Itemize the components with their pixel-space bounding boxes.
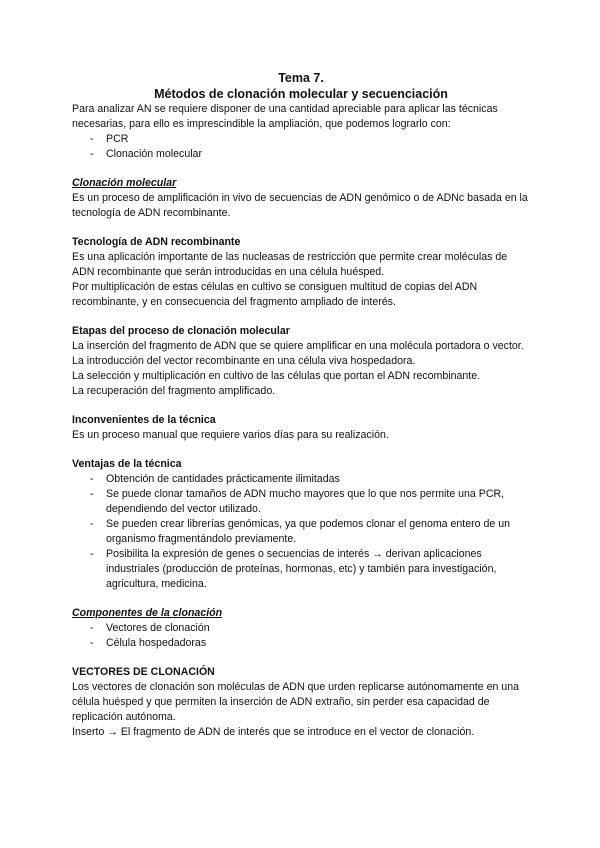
etapas-line: La inserción del fragmento de ADN que se quiere amplificar en una molécula portadora o vector. [72, 340, 524, 352]
componentes-list [72, 621, 530, 651]
section-heading-componentes: Componentes de la clonación [72, 607, 223, 619]
list-item: - Posibilita la expresión de genes o secuencias de interés → derivan aplicaciones industriales (producción de proteínas, hormonas, etc) y también para investigación, agricultura, medicina. [90, 547, 530, 592]
inconvenientes-paragraph: Es un proceso manual que requiere varios días para su realización. [72, 429, 389, 441]
section-heading-inconvenientes: Inconvenientes de la técnica [72, 414, 216, 426]
tecnologia-paragraph-1: Es una aplicación importante de las nucleasas de restricción que permite crear moléculas de ADN recombinante que serán introducidas en una célula huésped. [72, 251, 508, 278]
clonacion-paragraph: Es un proceso de amplificación in vivo de secuencias de ADN genómico o de ADNc basada en la tecnología de ADN recombinante. [72, 192, 528, 219]
intro-list [72, 132, 530, 162]
etapas-line: La introducción del vector recombinante en una célula viva hospedadora. [72, 355, 416, 367]
vectores-paragraph: Los vectores de clonación son moléculas de ADN que urden replicarse autónomamente en una célula huésped y que permiten la inserción de ADN extraño, sin perder esa capacidad de replicación autónoma. [72, 681, 519, 723]
inserto-definition: Inserto → El fragmento de ADN de interés que se introduce en el vector de clonación. [72, 726, 475, 738]
etapas-line: La selección y multiplicación en cultivo de las células que portan el ADN recombinante. [72, 370, 481, 382]
list-item: - PCR [90, 132, 530, 147]
list-item: - Clonación molecular [90, 147, 530, 162]
ventajas-list [72, 472, 530, 592]
topic-number: Tema 7. [278, 71, 324, 85]
list-item: - Célula hospedadoras [90, 636, 530, 651]
section-heading-tecnologia: Tecnología de ADN recombinante [72, 236, 241, 248]
list-item: - Se puede clonar tamaños de ADN mucho mayores que lo que nos permite una PCR, dependiendo del vector utilizado. [90, 487, 530, 517]
section-heading-clonacion: Clonación molecular [72, 177, 177, 189]
page-title: Métodos de clonación molecular y secuenciación [154, 87, 448, 101]
etapas-line: La recuperación del fragmento amplificado. [72, 385, 276, 397]
tecnologia-paragraph-2: Por multiplicación de estas células en cultivo se consiguen multitud de copias del ADN recombinante, y en consecuencia del fragmento ampliado de interés. [72, 281, 478, 308]
document-page [72, 70, 530, 740]
list-item: - Vectores de clonación [90, 621, 530, 636]
section-heading-vectores: VECTORES DE CLONACIÓN [72, 666, 215, 678]
section-heading-ventajas: Ventajas de la técnica [72, 458, 182, 470]
list-item: - Se pueden crear librerías genómicas, ya que podemos clonar el genoma entero de un organismo fragmentándolo previamente. [90, 517, 530, 547]
intro-paragraph: Para analizar AN se requiere disponer de una cantidad apreciable para aplicar las técnicas necesarias, para ello es imprescindible la ampliación, que podemos lograrlo con: [72, 103, 498, 130]
section-heading-etapas: Etapas del proceso de clonación molecular [72, 325, 290, 337]
list-item: - Obtención de cantidades prácticamente ilimitadas [90, 472, 530, 487]
